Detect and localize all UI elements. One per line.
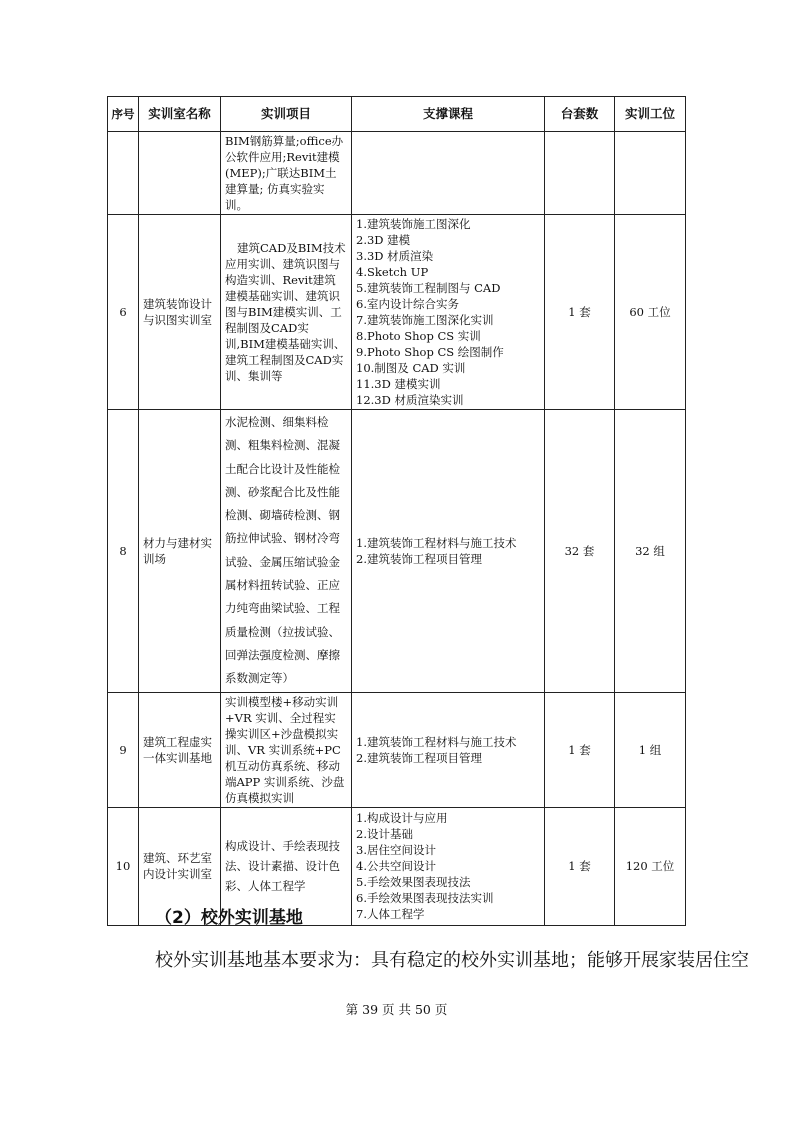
course-item: 6.室内设计综合实务 bbox=[356, 297, 459, 311]
course-item: 1.构成设计与应用 bbox=[356, 811, 448, 826]
course-item: 2.建筑装饰工程项目管理 bbox=[356, 551, 482, 566]
row-sets: 1 套 bbox=[545, 807, 615, 925]
table-row bbox=[108, 692, 686, 807]
course-item: 4.Sketch UP bbox=[356, 265, 429, 279]
row-room-name: 材力与建材实训场 bbox=[139, 410, 221, 693]
body-paragraph: 校外实训基地基本要求为：具有稳定的校外实训基地；能够开展家装居住空 bbox=[155, 950, 749, 971]
course-item: 5.建筑装饰工程制图与 CAD bbox=[356, 281, 501, 295]
header-project: 实训项目 bbox=[221, 97, 352, 132]
course-item: 1.建筑装饰工程材料与施工技术 bbox=[356, 535, 517, 550]
course-item: 2.3D 建模 bbox=[356, 233, 411, 247]
course-item: 2.建筑装饰工程项目管理 bbox=[356, 750, 482, 765]
course-item: 2.设计基础 bbox=[356, 827, 413, 842]
training-room-table bbox=[107, 96, 686, 926]
row-project bbox=[221, 692, 352, 807]
row-courses bbox=[352, 132, 545, 215]
row-no: 10 bbox=[108, 807, 139, 925]
row-courses bbox=[352, 692, 545, 807]
table-row bbox=[108, 410, 686, 693]
course-item: 5.手绘效果图表现技法 bbox=[356, 875, 471, 890]
course-item: 1.建筑装饰工程材料与施工技术 bbox=[356, 734, 517, 749]
course-item: 10.制图及 CAD 实训 bbox=[356, 361, 466, 375]
row-sets bbox=[545, 132, 615, 215]
row-sets: 1 套 bbox=[545, 215, 615, 410]
course-item: 6.手绘效果图表现技法实训 bbox=[356, 891, 494, 906]
row-room-name bbox=[139, 132, 221, 215]
row-no: 9 bbox=[108, 692, 139, 807]
row-sets: 1 套 bbox=[545, 692, 615, 807]
table-header-row bbox=[108, 97, 686, 132]
row-project bbox=[221, 215, 352, 410]
project-text: 实训模型楼+移动实训+VR 实训、全过程实操实训区+沙盘模拟实训、VR 实训系统+PC 机互动仿真系统、移动端APP 实训系统、沙盘仿真模拟实训 bbox=[225, 694, 345, 805]
header-sets: 台套数 bbox=[545, 97, 615, 132]
table-row bbox=[108, 132, 686, 215]
course-item: 11.3D 建模实训 bbox=[356, 377, 441, 391]
row-stations: 60 工位 bbox=[615, 215, 686, 410]
row-no: 6 bbox=[108, 215, 139, 410]
row-stations bbox=[615, 132, 686, 215]
course-item: 1.建筑装饰施工图深化 bbox=[356, 217, 471, 231]
project-text: 建筑CAD及BIM技术应用实训、建筑识图与构造实训、Revit建筑建模基础实训、建筑识图与BIM建模实训、工程制图及CAD实训,BIM建模基础实训、建筑工程制图及CAD实训、集训等 bbox=[225, 241, 346, 383]
section-heading: （2）校外实训基地 bbox=[155, 908, 303, 928]
course-item: 7.人体工程学 bbox=[356, 907, 425, 922]
row-no: 8 bbox=[108, 410, 139, 693]
course-item: 12.3D 材质渲染实训 bbox=[356, 393, 464, 407]
course-item: 9.Photo Shop CS 绘图制作 bbox=[356, 345, 504, 359]
row-stations: 32 组 bbox=[615, 410, 686, 693]
row-courses bbox=[352, 410, 545, 693]
row-project bbox=[221, 132, 352, 215]
header-room-name: 实训室名称 bbox=[139, 97, 221, 132]
row-courses bbox=[352, 215, 545, 410]
project-text: BIM钢筋算量;office办公软件应用;Revit建模(MEP);广联达BIM土建算量; 仿真实验实训。 bbox=[225, 134, 344, 212]
row-room-name: 建筑工程虚实一体实训基地 bbox=[139, 692, 221, 807]
course-item: 3.居住空间设计 bbox=[356, 843, 436, 858]
course-item: 4.公共空间设计 bbox=[356, 859, 436, 874]
header-courses: 支撑课程 bbox=[352, 97, 545, 132]
page-footer: 第 39 页 共 50 页 bbox=[345, 1002, 448, 1017]
row-stations: 120 工位 bbox=[615, 807, 686, 925]
row-project bbox=[221, 410, 352, 693]
header-stations: 实训工位 bbox=[615, 97, 686, 132]
row-room-name: 建筑、环艺室内设计实训室 bbox=[139, 807, 221, 925]
course-item: 3.3D 材质渲染 bbox=[356, 249, 434, 263]
table-row bbox=[108, 215, 686, 410]
header-no: 序号 bbox=[108, 97, 139, 132]
row-no bbox=[108, 132, 139, 215]
row-sets: 32 套 bbox=[545, 410, 615, 693]
row-courses bbox=[352, 807, 545, 925]
row-room-name: 建筑装饰设计与识图实训室 bbox=[139, 215, 221, 410]
course-item: 7.建筑装饰施工图深化实训 bbox=[356, 313, 494, 327]
row-stations: 1 组 bbox=[615, 692, 686, 807]
project-text: 水泥检测、细集料检测、粗集料检测、混凝土配合比设计及性能检测、砂浆配合比及性能检测、砌墙砖检测、钢筋拉伸试验、钢材冷弯试验、金属压缩试验金属材料扭转试验、正应力纯弯曲梁试验、工程质量检测（拉拔试验、回弹法强度检测、摩擦系数测定等） bbox=[225, 415, 340, 686]
project-text: 构成设计、手绘表现技法、设计素描、设计色彩、人体工程学 bbox=[225, 839, 340, 894]
course-item: 8.Photo Shop CS 实训 bbox=[356, 329, 481, 343]
